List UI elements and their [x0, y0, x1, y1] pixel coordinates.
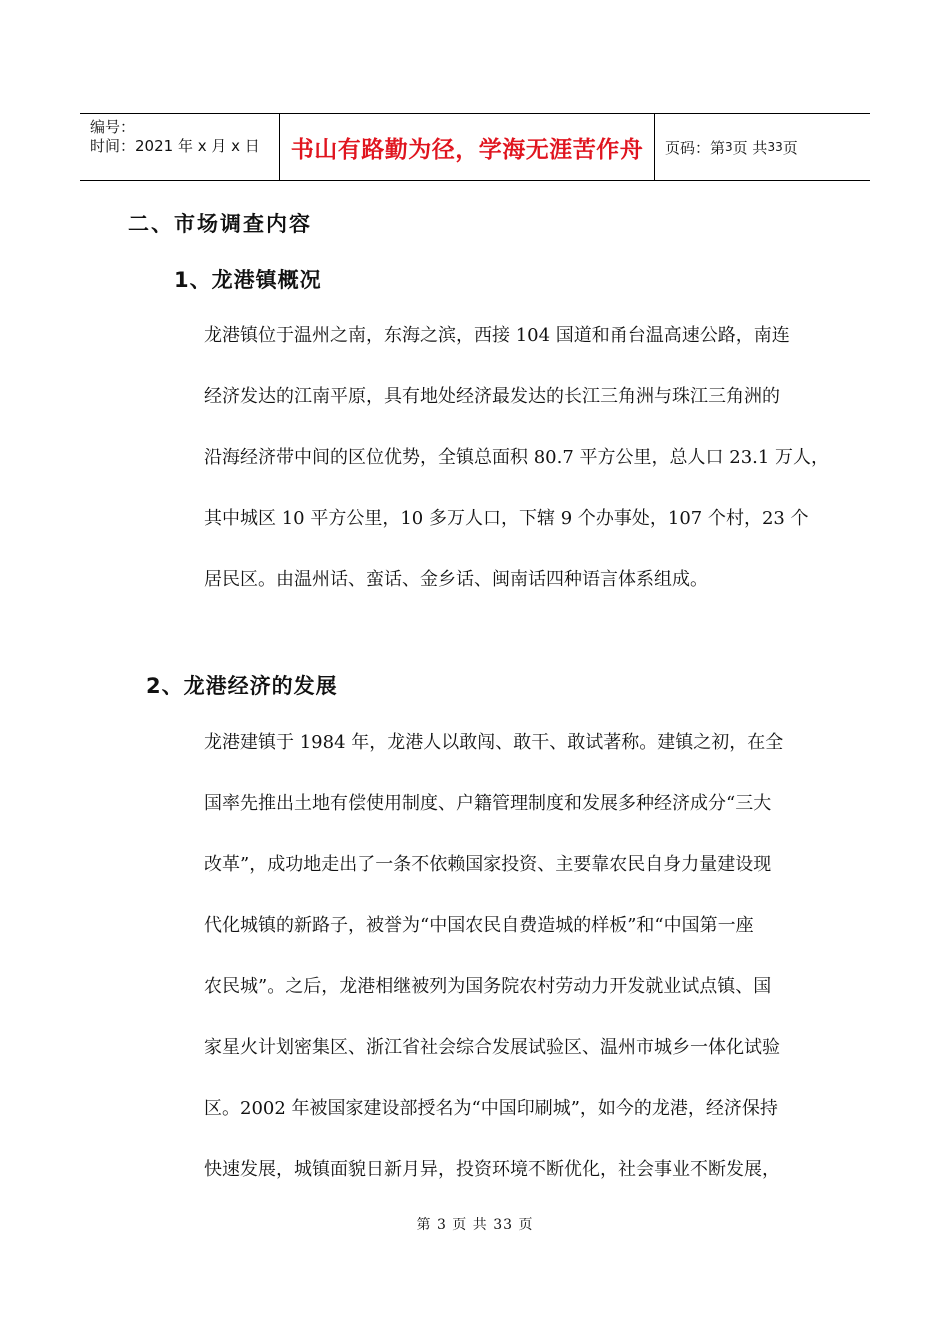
subsection-title-economy: 2、龙港经济的发展 [146, 674, 338, 698]
header-page-number [655, 114, 870, 180]
page-label-prefix: 页码：第 [665, 138, 726, 157]
document-header [80, 113, 870, 181]
time-label: 时间：2021 年 x 月 x 日 [90, 137, 260, 155]
page-label-suffix: 页 [782, 138, 798, 157]
header-motto: 书山有路勤为径，学海无涯苦作舟 [280, 114, 655, 180]
paragraph-line: 经济发达的江南平原，具有地处经济最发达的长江三角洲与珠江三角洲的 [204, 386, 780, 407]
paragraph-line: 改革”，成功地走出了一条不依赖国家投资、主要靠农民自身力量建设现 [204, 854, 772, 875]
paragraph-line: 快速发展，城镇面貌日新月异，投资环境不断优化，社会事业不断发展， [204, 1159, 780, 1180]
paragraph-line: 农民城”。之后，龙港相继被列为国务院农村劳动力开发就业试点镇、国 [204, 976, 772, 997]
paragraph-line: 代化城镇的新路子，被誉为“中国农民自费造城的样板”和“中国第一座 [204, 915, 754, 936]
subsection-title-overview: 1、龙港镇概况 [174, 268, 322, 292]
paragraph-line: 区。2002 年被国家建设部授名为“中国印刷城”，如今的龙港，经济保持 [204, 1098, 778, 1119]
page-current: 3 [725, 140, 733, 154]
paragraph-line: 沿海经济带中间的区位优势，全镇总面积 80.7 平方公里，总人口 23.1 万人， [204, 447, 830, 468]
page-footer: 第 3 页 共 33 页 [416, 1217, 534, 1233]
page-total: 33 [767, 140, 783, 154]
paragraph-line: 居民区。由温州话、蛮话、金乡话、闽南话四种语言体系组成。 [204, 569, 708, 590]
serial-label: 编号： [90, 118, 136, 136]
section-title: 二、市场调查内容 [128, 212, 312, 236]
paragraph-line: 龙港建镇于 1984 年，龙港人以敢闯、敢干、敢试著称。建镇之初，在全 [204, 732, 784, 753]
header-meta [80, 114, 280, 180]
page-label-mid: 页 共 [732, 138, 768, 157]
paragraph-line: 国率先推出土地有偿使用制度、户籍管理制度和发展多种经济成分“三大 [204, 793, 772, 814]
paragraph-line: 家星火计划密集区、浙江省社会综合发展试验区、温州市城乡一体化试验 [204, 1037, 780, 1058]
paragraph-line: 龙港镇位于温州之南，东海之滨，西接 104 国道和甬台温高速公路，南连 [204, 325, 790, 346]
paragraph-line: 其中城区 10 平方公里，10 多万人口，下辖 9 个办事处，107 个村，23 个 [204, 508, 809, 529]
paragraph-overview [204, 326, 844, 631]
paragraph-economy [204, 733, 844, 1221]
